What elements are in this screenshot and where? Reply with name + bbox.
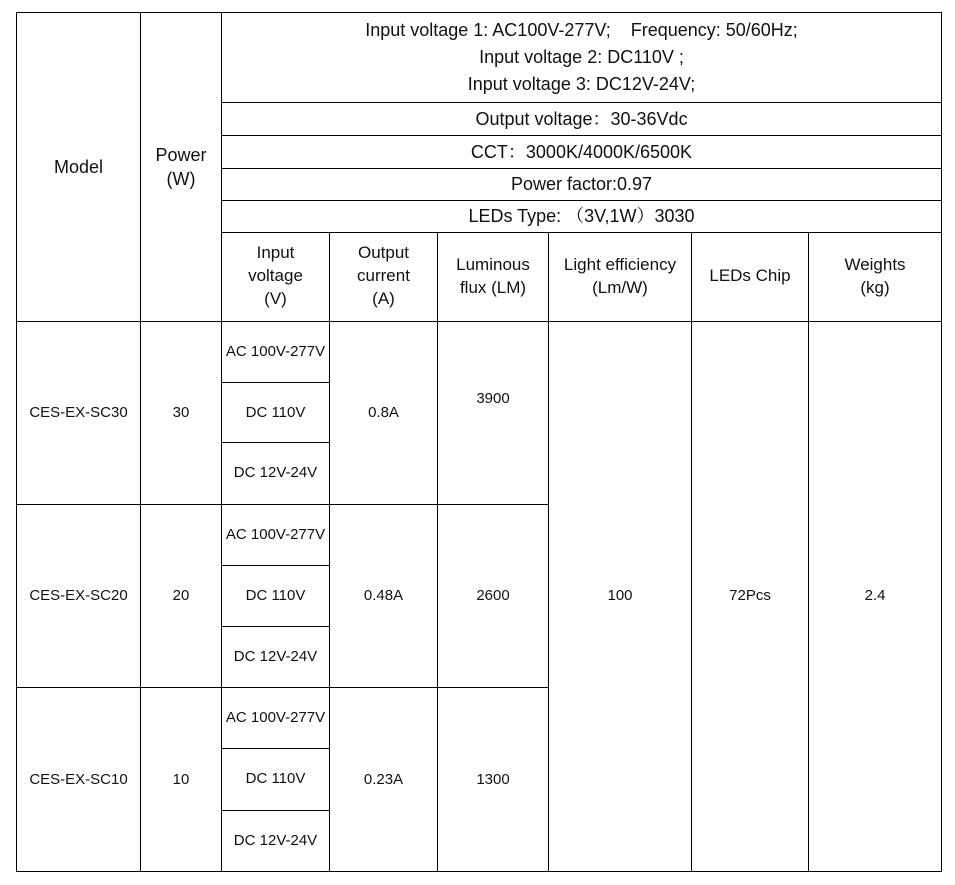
input-voltage-3: Input voltage 3: DC12V-24V;: [467, 74, 696, 95]
model-cell: CES-EX-SC20: [17, 504, 141, 688]
light-efficiency-cell: 100: [549, 322, 692, 872]
model-header: Model: [17, 13, 141, 322]
spec-table: [16, 12, 942, 872]
leds-chip-col-header: LEDs Chip: [692, 232, 809, 321]
weights-cell: 2.4: [809, 322, 942, 872]
power-cell: 20: [141, 504, 222, 688]
input-voltage-cell: AC 100V-277V: [222, 322, 330, 383]
power-cell: 30: [141, 322, 222, 505]
input-voltage-1: Input voltage 1: AC100V-277V; Frequency: 50/60Hz;: [365, 20, 798, 41]
leds-type-spec: LEDs Type: （3V,1W）3030: [222, 200, 942, 232]
input-voltage-cell: DC 110V: [222, 565, 330, 626]
luminous-flux-cell: 3900: [438, 322, 549, 505]
input-voltage-cell: DC 12V-24V: [222, 627, 330, 688]
input-voltage-cell: DC 110V: [222, 749, 330, 810]
output-current-cell: 0.8A: [330, 322, 438, 505]
leds-chip-cell: 72Pcs: [692, 322, 809, 872]
input-voltage-cell: DC 110V: [222, 383, 330, 443]
power-header: Power (W): [141, 13, 222, 322]
weights-col-header: Weights (kg): [809, 232, 942, 321]
input-voltage-col-header: Input voltage (V): [222, 232, 330, 321]
luminous-flux-cell: 1300: [438, 688, 549, 872]
model-cell: CES-EX-SC30: [17, 322, 141, 505]
model-cell: CES-EX-SC10: [17, 688, 141, 872]
output-current-col-header: Output current (A): [330, 232, 438, 321]
input-voltage-cell: AC 100V-277V: [222, 688, 330, 749]
luminous-flux-cell: 2600: [438, 504, 549, 688]
table-row: [17, 322, 942, 383]
output-current-cell: 0.48A: [330, 504, 438, 688]
output-current-cell: 0.23A: [330, 688, 438, 872]
output-voltage-spec: Output voltage：30-36Vdc: [222, 103, 942, 136]
power-cell: 10: [141, 688, 222, 872]
input-voltage-cell: DC 12V-24V: [222, 810, 330, 871]
input-voltage-spec: [222, 13, 942, 103]
light-efficiency-col-header: Light efficiency (Lm/W): [549, 232, 692, 321]
luminous-flux-col-header: Luminous flux (LM): [438, 232, 549, 321]
cct-spec: CCT：3000K/4000K/6500K: [222, 136, 942, 168]
power-factor-spec: Power factor:0.97: [222, 168, 942, 200]
input-voltage-cell: AC 100V-277V: [222, 504, 330, 565]
input-voltage-2: Input voltage 2: DC110V ;: [479, 47, 684, 68]
input-voltage-cell: DC 12V-24V: [222, 443, 330, 504]
